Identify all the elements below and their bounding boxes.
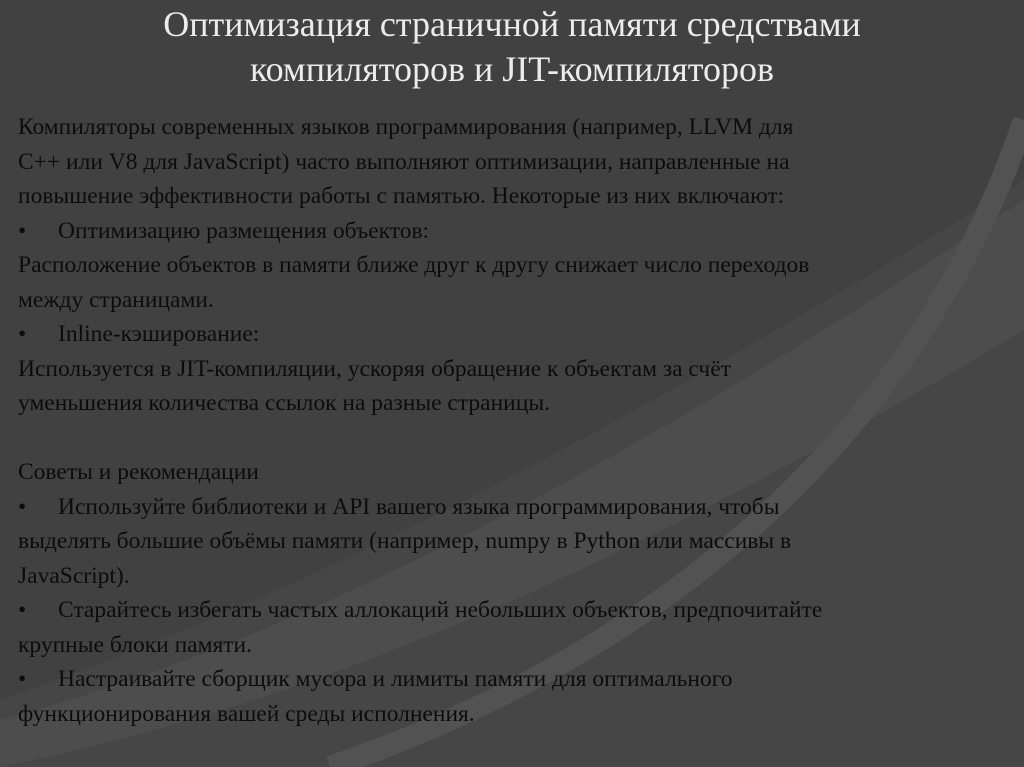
tip-3-line-1 [18, 662, 1008, 697]
intro-line-2: C++ или V8 для JavaScript) часто выполняют оптимизации, направленные на [18, 148, 790, 175]
slide-title-line2: компиляторов и JIT-компиляторов [249, 49, 775, 89]
item1-text-line-1: Расположение объектов в памяти ближе друг к другу снижает число переходов [18, 252, 810, 278]
list-item-label: Оптимизацию размещения объектов: [58, 217, 430, 244]
slide-title [40, 2, 984, 92]
bullet-icon: • [18, 597, 27, 623]
tip-3-text: Настраивайте сборщик мусора и лимиты памяти для оптимального [58, 666, 733, 692]
tip-1-line-3: JavaScript). [18, 562, 130, 589]
tip-3-line-2: функционирования вашей среды исполнения. [18, 700, 475, 727]
tip-1-text: Используйте библиотеки и API вашего языка программирования, чтобы [58, 493, 780, 520]
intro-line-3: повышение эффективности работы с памятью. Некоторые из них включают: [18, 183, 785, 209]
list-item-label: Inline-кэширование: [58, 321, 260, 347]
bullet-icon: • [18, 321, 27, 347]
list-item-object-placement [18, 214, 1008, 249]
intro-line-1: Компиляторы современных языков программирования (например, LLVM для [18, 114, 794, 140]
list-item-inline-caching [18, 317, 1008, 352]
bullet-icon: • [18, 217, 27, 244]
slide-body [18, 110, 1008, 731]
slide-title-line1: Оптимизация страничной памяти средствами [163, 4, 861, 44]
item2-text-line-1: Используется в JIT-компиляции, ускоряя обращение к объектам за счёт [18, 355, 731, 382]
tip-2-text: Старайтесь избегать частых аллокаций небольших объектов, предпочитайте [58, 597, 823, 623]
tip-2-line-1 [18, 593, 1008, 628]
paragraph-gap [18, 421, 1008, 456]
item1-text-line-2: между страницами. [18, 286, 214, 313]
item2-text-line-2: уменьшения количества ссылок на разные страницы. [18, 390, 550, 416]
tip-2-line-2: крупные блоки памяти. [18, 631, 252, 658]
tip-1-line-2: выделять большие объёмы памяти (например, numpy в Python или массивы в [18, 528, 792, 554]
bullet-icon: • [18, 666, 27, 692]
tips-heading: Советы и рекомендации [18, 459, 259, 485]
bullet-icon: • [18, 493, 27, 520]
tip-1-line-1 [18, 490, 1008, 525]
